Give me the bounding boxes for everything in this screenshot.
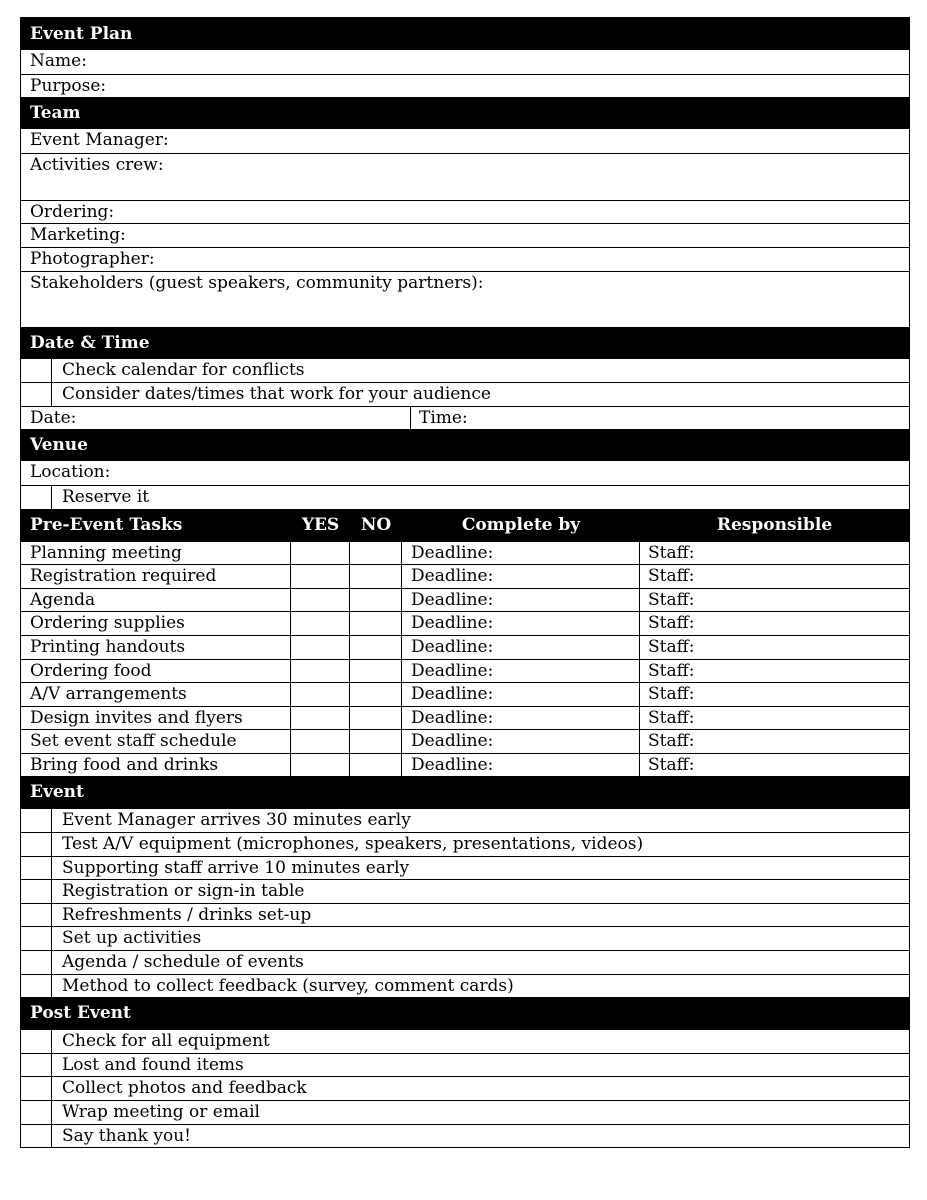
checkbox[interactable] (21, 383, 52, 406)
yes-cell[interactable] (291, 589, 350, 612)
staff-cell[interactable]: Staff: (648, 660, 695, 681)
checklist-item (21, 1100, 909, 1124)
checklist-item-label: Check for all equipment (62, 1031, 270, 1052)
staff-cell[interactable]: Staff: (648, 542, 695, 563)
event-plan-header: Event Plan (21, 18, 909, 50)
table-row (21, 659, 909, 683)
checkbox[interactable] (21, 833, 52, 856)
no-cell[interactable] (350, 707, 402, 730)
event-manager-field[interactable]: Event Manager: (30, 130, 169, 151)
checklist-item (21, 1076, 909, 1100)
checklist-item (21, 1053, 909, 1077)
event-header: Event (21, 776, 909, 808)
checkbox[interactable] (21, 1101, 52, 1124)
task-name: A/V arrangements (21, 683, 291, 706)
table-row (21, 588, 909, 612)
checkbox[interactable] (21, 857, 52, 880)
purpose-field[interactable]: Purpose: (21, 74, 909, 98)
table-row (21, 729, 909, 753)
checkbox[interactable] (21, 359, 52, 383)
deadline-cell[interactable]: Deadline: (402, 660, 640, 683)
checkbox[interactable] (21, 975, 52, 998)
deadline-cell[interactable]: Deadline: (402, 754, 640, 777)
ordering-field[interactable]: Ordering: (21, 200, 909, 224)
deadline-cell[interactable]: Deadline: (402, 565, 640, 588)
checklist-item-label: Consider dates/times that work for your audience (62, 384, 491, 405)
staff-cell[interactable]: Staff: (648, 707, 695, 728)
pre-event-table-header (21, 509, 909, 541)
checklist-item-label: Method to collect feedback (survey, comment cards) (62, 975, 514, 996)
deadline-cell[interactable]: Deadline: (402, 612, 640, 635)
checklist-item-label: Supporting staff arrive 10 minutes early (62, 857, 410, 878)
date-field[interactable]: Date: (21, 407, 411, 430)
yes-cell[interactable] (291, 754, 350, 777)
task-name: Set event staff schedule (21, 730, 291, 753)
yes-cell[interactable] (291, 707, 350, 730)
activities-crew-field[interactable]: Activities crew: (21, 153, 909, 200)
photographer-field[interactable]: Photographer: (21, 247, 909, 271)
post-event-header: Post Event (21, 997, 909, 1029)
checklist-item-label: Agenda / schedule of events (62, 952, 304, 973)
yes-cell[interactable] (291, 612, 350, 635)
yes-cell[interactable] (291, 542, 350, 565)
task-name: Design invites and flyers (21, 707, 291, 730)
yes-cell[interactable] (291, 565, 350, 588)
checkbox[interactable] (21, 1077, 52, 1100)
checkbox[interactable] (21, 1125, 52, 1148)
date-time-header: Date & Time (21, 327, 909, 359)
checklist-item (21, 974, 909, 998)
task-name: Planning meeting (21, 542, 291, 565)
task-name: Registration required (21, 565, 291, 588)
table-row (21, 706, 909, 730)
table-row (21, 682, 909, 706)
no-cell[interactable] (350, 542, 402, 565)
stakeholders-field[interactable]: Stakeholders (guest speakers, community partners): (21, 271, 909, 327)
checklist-item (21, 808, 909, 832)
checkbox[interactable] (21, 927, 52, 950)
table-row (21, 564, 909, 588)
no-cell[interactable] (350, 754, 402, 777)
checklist-item (21, 950, 909, 974)
time-field[interactable]: Time: (419, 407, 468, 428)
checklist-item-label: Event Manager arrives 30 minutes early (62, 810, 411, 831)
staff-cell[interactable]: Staff: (648, 589, 695, 610)
yes-cell[interactable] (291, 730, 350, 753)
checklist-item-label: Say thank you! (62, 1125, 191, 1146)
yes-cell[interactable] (291, 683, 350, 706)
no-cell[interactable] (350, 565, 402, 588)
yes-cell[interactable] (291, 636, 350, 659)
date-time-row (21, 406, 909, 430)
marketing-field[interactable]: Marketing: (21, 223, 909, 247)
checkbox[interactable] (21, 486, 52, 509)
deadline-cell[interactable]: Deadline: (402, 707, 640, 730)
table-row (21, 611, 909, 635)
checklist-item (21, 485, 909, 509)
no-cell[interactable] (350, 683, 402, 706)
checklist-item-label: Collect photos and feedback (62, 1078, 307, 1099)
staff-cell[interactable]: Staff: (648, 636, 695, 657)
column-header-no: NO (360, 514, 392, 535)
checklist-item-label: Check calendar for conflicts (62, 359, 305, 380)
checklist-item-label: Lost and found items (62, 1054, 244, 1075)
deadline-cell[interactable]: Deadline: (402, 589, 640, 612)
checklist-item (21, 1124, 909, 1148)
checklist-item (21, 382, 909, 406)
team-header: Team (21, 97, 909, 129)
deadline-cell[interactable]: Deadline: (402, 730, 640, 753)
checklist-item-label: Test A/V equipment (microphones, speakers, presentations, videos) (62, 834, 644, 855)
column-header-complete-by: Complete by (461, 514, 581, 535)
checklist-item-label: Registration or sign-in table (62, 881, 305, 902)
staff-cell[interactable]: Staff: (648, 731, 695, 752)
checkbox[interactable] (21, 880, 52, 903)
task-name: Bring food and drinks (21, 754, 291, 777)
staff-cell[interactable]: Staff: (648, 613, 695, 634)
checklist-item (21, 903, 909, 927)
name-field[interactable]: Name: (30, 51, 87, 71)
checkbox[interactable] (21, 809, 52, 832)
no-cell[interactable] (350, 636, 402, 659)
no-cell[interactable] (350, 730, 402, 753)
checkbox[interactable] (21, 1030, 52, 1053)
checklist-item (21, 856, 909, 880)
deadline-cell[interactable]: Deadline: (402, 542, 640, 565)
task-name: Agenda (21, 589, 291, 612)
yes-cell[interactable] (291, 660, 350, 683)
table-row (21, 635, 909, 659)
location-field[interactable]: Location: (30, 462, 111, 483)
table-row (21, 753, 909, 777)
checklist-item (21, 832, 909, 856)
staff-cell[interactable]: Staff: (648, 684, 695, 705)
event-plan-form (20, 17, 910, 1148)
checklist-item (21, 359, 909, 383)
checkbox[interactable] (21, 951, 52, 974)
deadline-cell[interactable]: Deadline: (402, 636, 640, 659)
checklist-item (21, 1029, 909, 1053)
task-name: Printing handouts (21, 636, 291, 659)
staff-cell[interactable]: Staff: (648, 566, 695, 587)
checklist-item (21, 926, 909, 950)
deadline-cell[interactable]: Deadline: (402, 683, 640, 706)
task-name: Ordering supplies (21, 612, 291, 635)
column-header-responsible: Responsible (716, 514, 833, 535)
checklist-item-label: Wrap meeting or email (62, 1102, 260, 1122)
table-row (21, 541, 909, 565)
venue-header: Venue (21, 429, 909, 461)
column-header-yes: YES (301, 514, 340, 535)
no-cell[interactable] (350, 660, 402, 683)
checklist-item-label: Refreshments / drinks set-up (62, 904, 312, 925)
checklist-item-label: Set up activities (62, 928, 202, 949)
no-cell[interactable] (350, 589, 402, 612)
checklist-item (21, 879, 909, 903)
column-header-task: Pre-Event Tasks (30, 514, 183, 535)
checkbox[interactable] (21, 904, 52, 927)
staff-cell[interactable]: Staff: (648, 754, 695, 775)
checkbox[interactable] (21, 1054, 52, 1077)
no-cell[interactable] (350, 612, 402, 635)
task-name: Ordering food (21, 660, 291, 683)
checklist-item-label: Reserve it (62, 486, 150, 507)
